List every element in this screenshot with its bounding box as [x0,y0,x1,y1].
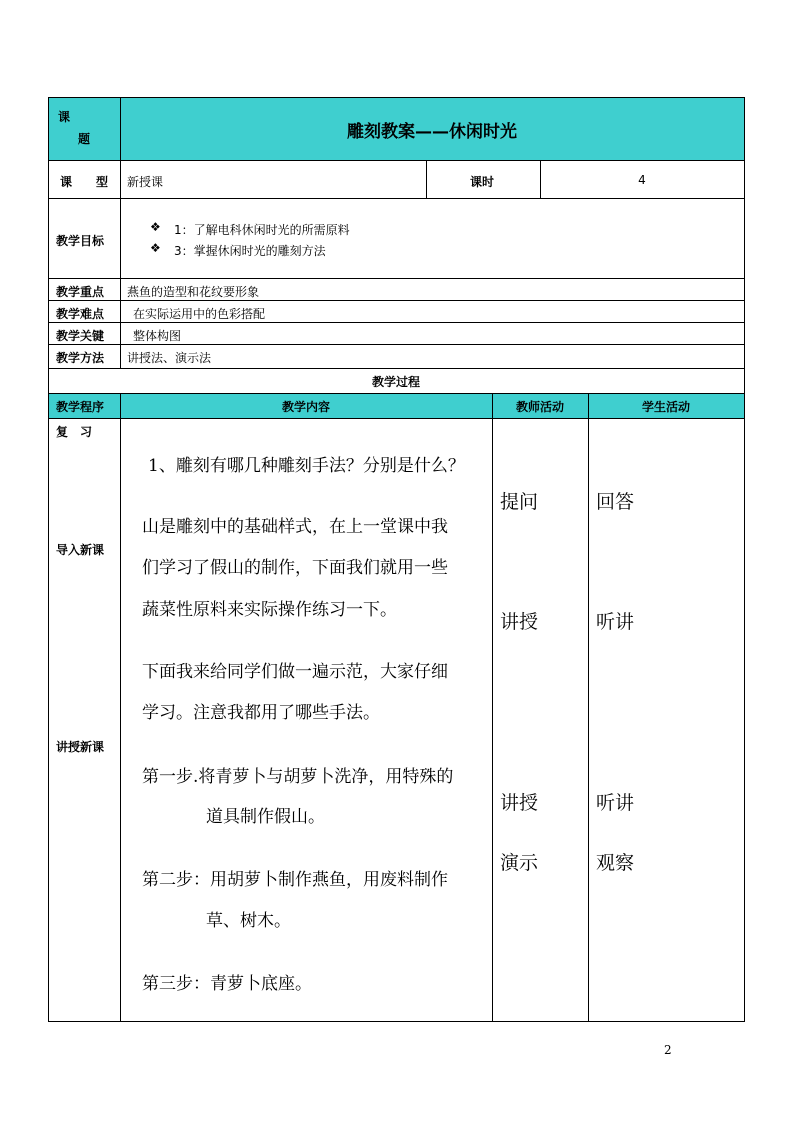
method-label: 教学方法 [56,351,105,365]
content-line: 学习。注意我都用了哪些手法。 [142,703,380,723]
stage-review: 复 习 [56,425,93,439]
header-teacher: 教师活动 [515,400,564,414]
header-content: 教学内容 [281,400,330,414]
content-line: 第一步.将青萝卜与胡萝卜洗净，用特殊的 [142,767,454,787]
key-link-value: 整体构图 [133,329,182,343]
content-line: 第二步：用胡萝卜制作燕鱼，用废料制作 [142,870,448,890]
course-hours-value: 4 [638,173,646,187]
course-type-value: 新授课 [127,175,164,189]
student-activity: 听讲 [596,611,635,633]
teacher-activity: 提问 [500,491,539,513]
topic-label-top: 课 [58,110,71,124]
page-number: 2 [664,1043,672,1057]
course-type-label: 课 型 [60,175,109,189]
student-activity: 听讲 [596,792,635,814]
content-line: 草、树木。 [206,911,291,931]
teacher-activity: 讲授 [500,611,539,633]
content-line: 蔬菜性原料来实际操作练习一下。 [142,600,397,620]
objective-bullet-1: ❖ [150,220,161,234]
content-line: 第三步：青萝卜底座。 [142,974,312,994]
content-line: 们学习了假山的制作，下面我们就用一些 [142,558,448,578]
stage-teaching: 讲授新课 [56,740,105,754]
header-student: 学生活动 [641,400,690,414]
topic-label-cell-bg [48,97,120,160]
course-hours-label: 课时 [470,175,495,189]
objective-text-1: 1：了解电科休闲时光的所需原料 [174,223,350,237]
student-activity: 观察 [596,852,635,874]
content-line: 1、雕刻有哪几种雕刻手法？分别是什么？ [148,456,465,476]
objectives-label: 教学目标 [56,234,105,248]
student-activity: 回答 [596,491,635,513]
teacher-activity: 讲授 [500,792,539,814]
objective-bullet-2: ❖ [150,241,161,255]
content-line: 下面我来给同学们做一遍示范，大家仔细 [142,662,448,682]
header-stage: 教学程序 [56,400,105,414]
difficulty-value: 在实际运用中的色彩搭配 [133,307,266,321]
content-line: 山是雕刻中的基础样式，在上一堂课中我 [142,517,448,537]
key-link-label: 教学关键 [56,329,105,343]
topic-label-bottom: 题 [78,132,91,146]
key-point-value: 燕鱼的造型和花纹要形象 [127,285,260,299]
teacher-activity: 演示 [500,852,539,874]
objective-text-2: 3：掌握休闲时光的雕刻方法 [174,244,326,258]
page-title: 雕刻教案——休闲时光 [347,122,517,142]
process-title: 教学过程 [371,375,420,389]
method-value: 讲授法、演示法 [127,351,212,365]
difficulty-label: 教学难点 [56,307,105,321]
key-point-label: 教学重点 [56,285,105,299]
content-line: 道具制作假山。 [206,807,325,827]
stage-intro: 导入新课 [56,543,105,557]
